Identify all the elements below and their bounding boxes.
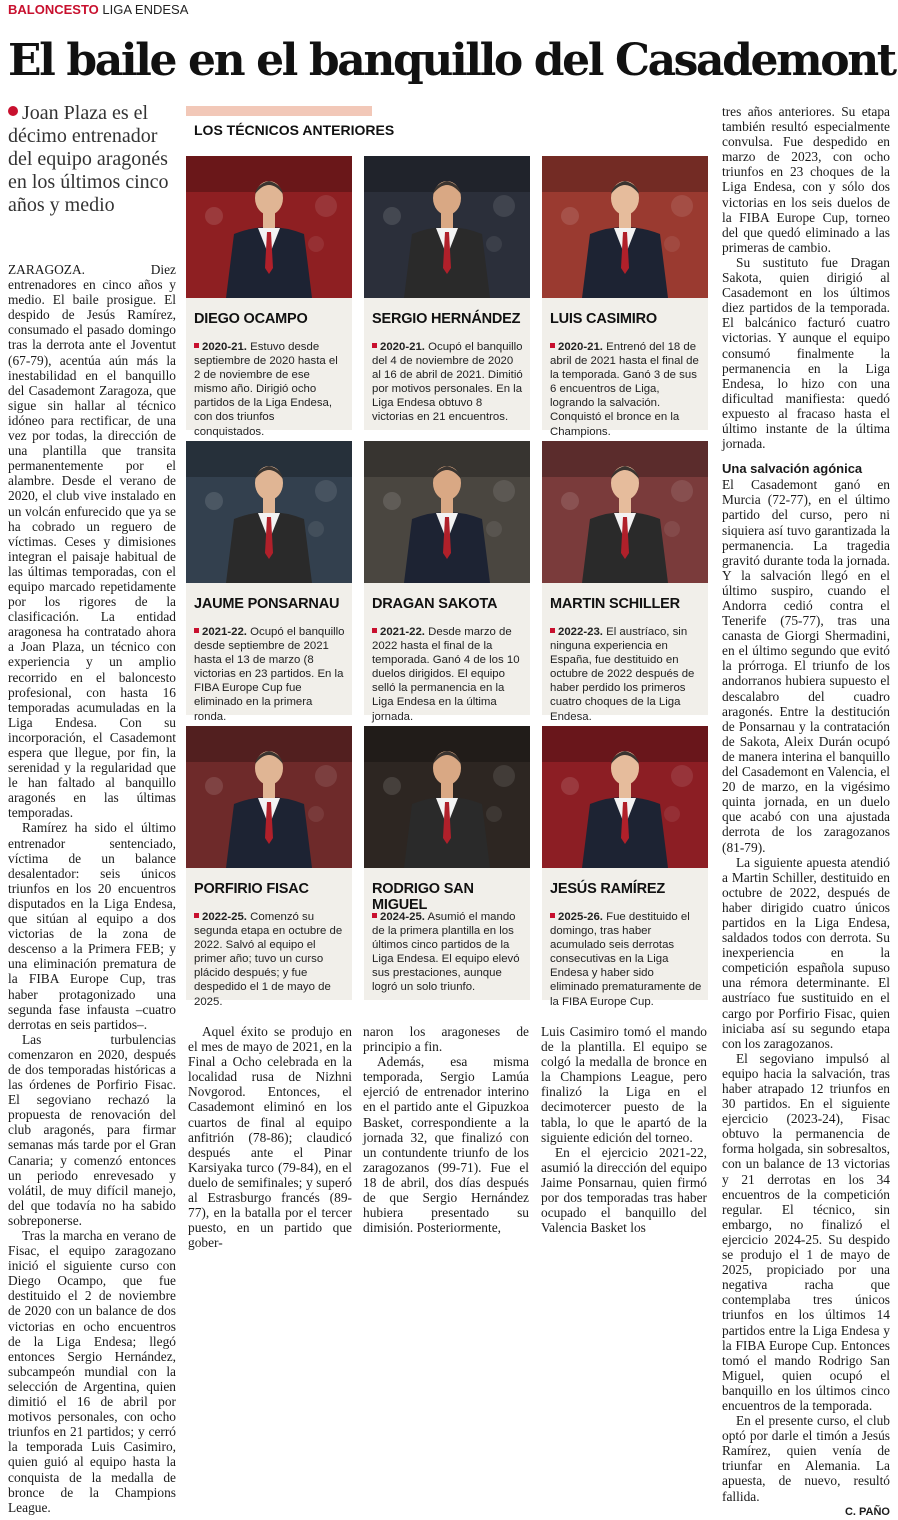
coach-photo-image [186, 726, 352, 868]
coach-name: PORFIRIO FISAC [194, 881, 309, 897]
coach-card [186, 441, 352, 723]
subheading: Una salvación agónica [722, 461, 863, 477]
red-square-icon [194, 343, 199, 348]
coach-photo-image [364, 441, 530, 583]
paragraph: En el presente curso, el club optó por darle el timón a Jesús Ramírez, quien venía de triunfar en Alemania. La apuesta, de nuevo, resultó fallida. [722, 1413, 890, 1504]
red-square-icon [550, 628, 555, 633]
coach-description [550, 625, 702, 724]
coach-photo [186, 726, 352, 868]
red-square-icon [194, 913, 199, 918]
coach-season: 2022-25. [202, 911, 247, 923]
article-column-4 [541, 1024, 707, 1235]
byline: C. PAÑO [844, 1505, 890, 1518]
subhead [8, 102, 178, 217]
box-accent-bar [186, 106, 372, 116]
coach-photo-image [542, 726, 708, 868]
paragraph: El Casademont ganó en Murcia (72-77), en el último partido del curso, pero ni siquiera así tuvo garantizada la permanencia. La tragedia gravitó durante toda la jornada. Y la salvación llegó en el último suspiro, cuando el Andorra cedió contra el Tenerife (75-77), tras una canasta de Giorgi Shermadini, en el último segundo que evitó la prórroga. El triunfo de los andorranos hubiera supuesto el descalabro del cuadro aragonés. Entre la destitución de Ponsarnau y la contratación de Sakota, Aleix Durán ocupó de manera interina el banquillo del Casademont en Valencia, el 20 de marzo, en la vigésimo quinta jornada, en un duelo que acabó con una ajustada derrota de los zaragozanos (81-79). [722, 477, 890, 855]
subhead-text: Joan Plaza es el décimo entrenador del equipo aragonés en los últimos cinco años y medio [8, 102, 169, 216]
coach-card [542, 441, 708, 723]
article-column-5 [722, 104, 890, 1520]
coach-photo-image [542, 441, 708, 583]
coach-photo [364, 156, 530, 298]
coach-text: Desde marzo de 2022 hasta el final de la temporada. Ganó 4 de los 10 duelos dirigidos. El equipo selló la permanencia en la Liga Endesa en la última jornada. [372, 626, 520, 723]
box-title: LOS TÉCNICOS ANTERIORES [194, 122, 395, 138]
red-square-icon [550, 913, 555, 918]
coach-photo [186, 156, 352, 298]
coach-text: Ocupó el banquillo del 4 de noviembre de 2020 al 16 de abril de 2021. Dimitió por motivos personales. En la Liga Endesa obtuvo 8 victorias en 21 encuentros. [372, 341, 523, 424]
coach-season: 2024-25. [380, 911, 425, 923]
paragraph: Tras la marcha en verano de Fisac, el equipo zaragozano inició el siguiente curso con Diego Ocampo, que fue destituido el 2 de noviembre de 2020 con un balance de dos victorias en ocho encuentros de la Liga Endesa; llegó entonces Sergio Hernández, subcampeón mundial con la selección de Argentina, quien dimitió el 16 de abril por motivos personales, con ocho triunfos en 21 partidos; y cerró la temporada Luis Casimiro, quien guió al equipo hasta la conquista de la medalla de bronce de la Champions League. [8, 1228, 176, 1515]
coach-card [186, 726, 352, 1008]
coach-season: 2025-26. [558, 911, 603, 923]
coach-card [186, 156, 352, 438]
coach-card [364, 441, 530, 723]
coach-description [372, 625, 524, 724]
coach-name: DIEGO OCAMPO [194, 311, 308, 327]
coach-name: DRAGAN SAKOTA [372, 596, 498, 612]
coach-description [194, 625, 346, 724]
headline: El baile en el banquillo del Casademont [8, 35, 895, 86]
coach-description [194, 910, 346, 1009]
coach-text: Fue destituido el domingo, tras haber acumulado seis derrotas consecutivas en la Liga Endesa y haber sido eliminado prematuramente de la FIBA Europe Cup. [550, 911, 702, 1008]
paragraph: naron los aragoneses de principio a fin. [363, 1024, 529, 1055]
coach-photo [364, 441, 530, 583]
coach-season: 2020-21. [380, 341, 425, 353]
coach-name: LUIS CASIMIRO [550, 311, 657, 327]
coach-name: JAUME PONSARNAU [194, 596, 340, 612]
coach-text: El austríaco, sin ninguna experiencia en España, fue destituido en octubre de 2022 después de haber perdido los primeros cuatro choques de la Liga Endesa. [550, 626, 695, 723]
article-column-3 [363, 1024, 529, 1235]
coach-name: SERGIO HERNÁNDEZ [372, 311, 521, 327]
coach-description [550, 340, 702, 439]
paragraph: ZARAGOZA. Diez entrenadores en cinco años y medio. El baile prosigue. El despido de Jesús Ramírez, consumado el pasado domingo tras la derrota ante el Joventut (67-79), acentúa aún más la inestabilidad en el banquillo del Casademont Zaragoza, que sigue sin hallar al técnico idóneo para rectificar, de una vez por todas, la dirección de una plantilla que transita permanentemente por el alambre. Desde el verano de 2020, el club vive instalado en un volcán enfurecido que ya se ha cobrado un reguero de víctimas. Ceses y dimisiones integran el paisaje habitual de las últimas temporadas, con el equipo marcado repetidamente por los rigores de la clasificación. La entidad aragonesa ha contratado ahora a Joan Plaza, un técnico con experiencia y un amplio recorrido en el baloncesto profesional, con hasta 16 temporadas acumuladas en la Liga Endesa. Con su incorporación, el Casademont espera que llegue, por fin, la serenidad y la regularidad que le han faltado al banquillo aragonés en las últimas temporadas. [8, 262, 176, 821]
coach-photo-image [186, 441, 352, 583]
paragraph: El segoviano impulsó al equipo hacia la salvación, tras haber atrapado 12 triunfos en 30 partidos. En el siguiente ejercicio (2023-24), Fisac obtuvo la permanencia de forma holgada, sin sobresaltos, con un balance de 13 victorias y 21 derrotas en los 34 encuentros de la competición regular. El técnico, sin embargo, no finalizó el ejercicio 2024-25. Su despido se produjo el 1 de mayo de 2025, propiciado por una negativa racha que contemplaba tres únicos triunfos en los últimos 14 partidos entre la Liga Endesa y la FIBA Europe Cup. Entonces tomó el mando Rodrigo San Miguel, quien ocupó el banquillo en los últimos cinco encuentros de la temporada. [722, 1050, 890, 1413]
section-category: BALONCESTO [8, 2, 99, 17]
coach-photo [364, 726, 530, 868]
red-square-icon [372, 913, 377, 918]
coach-season: 2021-22. [202, 626, 247, 638]
coach-card [542, 156, 708, 438]
paragraph: La siguiente apuesta atendió a Martin Schiller, destituido en octubre de 2022, después de haber dirigido cuatro únicos partidos en la Liga Endesa, saldados todos con derrota. Su inexperiencia en la competición española supuso una rémora determinante. El austríaco fue sustituido en el cargo por Porfirio Fisac, quien iniciaba así su segundo etapa con los zaragozanos. [722, 854, 890, 1051]
article-column-2 [188, 1024, 352, 1250]
coach-photo [542, 441, 708, 583]
coach-text: Ocupó el banquillo desde septiembre de 2021 hasta el 13 de marzo (8 victorias en 23 partidos. En la FIBA Europe Cup fue eliminado en la primera ronda. [194, 626, 345, 723]
coach-photo-image [542, 156, 708, 298]
coach-photo-image [364, 726, 530, 868]
coach-season: 2020-21. [202, 341, 247, 353]
coach-text: Estuvo desde septiembre de 2020 hasta el 2 de noviembre de ese mismo año. Dirigió ocho partidos de la Liga Endesa, con dos triunfos conquistados. [194, 341, 338, 438]
coach-photo [186, 441, 352, 583]
coach-name: JESÚS RAMÍREZ [550, 881, 666, 897]
coach-photo [542, 156, 708, 298]
coach-description [372, 340, 524, 425]
coach-card [364, 156, 530, 430]
section-tag [8, 2, 188, 17]
coach-text: Asumió el mando de la primera plantilla en los últimos cinco partidos de la Liga Endesa. El equipo elevó sus prestaciones, aunque logró un solo triunfo. [372, 911, 520, 994]
coach-season: 2022-23. [558, 626, 603, 638]
coach-name: MARTIN SCHILLER [550, 596, 680, 612]
coach-season: 2020-21. [558, 341, 603, 353]
coach-text: Comenzó su segunda etapa en octubre de 2022. Salvó al equipo el primer año; tuvo un curso plácido después; y fue despedido el 1 de mayo de 2025. [194, 911, 343, 1008]
red-bullet-icon [8, 106, 18, 116]
paragraph: Luis Casimiro tomó el mando de la plantilla. El equipo se colgó la medalla de bronce en la Champions League, pero finalizó la Liga en el decimotercer puesto de la tabla, lo que le apartó de la siguiente edición del torneo. [541, 1024, 707, 1145]
paragraph: En el ejercicio 2021-22, asumió la dirección del equipo Jaime Ponsarnau, quien firmó por dos temporadas tras haber ocupado el banquillo del Valencia Basket los [541, 1144, 707, 1236]
coach-card [364, 726, 530, 1000]
paragraph: Ramírez ha sido el último entrenador sentenciado, víctima de un balance desalentador: seis únicos triunfos en los 20 encuentros disputados en la Liga Endesa, que sitúan al equipo a dos victorias de la zona de descenso a la Primera FEB; y una eliminación prematura de la FIBA Europe Cup, tras haber protagonizado una segunda fase infausta –cuatro derrotas en seis partidos–. [8, 820, 176, 1032]
section-league: LIGA ENDESA [102, 2, 189, 17]
coach-photo-image [364, 156, 530, 298]
coach-photo-image [186, 156, 352, 298]
coach-text: Entrenó del 18 de abril de 2021 hasta el final de la temporada. Ganó 3 de sus 6 encuentros de Liga, logrando la salvación. Conquistó el bronce en la Champions. [550, 341, 699, 438]
coach-card [542, 726, 708, 1008]
paragraph: Las turbulencias comenzaron en 2020, después de dos temporadas históricas a las órdenes de Porfirio Fisac. El segoviano rechazó la propuesta de renovación del club aragonés, para firmar semanas más tarde por el Gran Canaria; y comenzó entonces un periodo enrevesado y volátil, de muy difícil manejo, del que todavía no ha sabido sobreponerse. [8, 1031, 176, 1228]
paragraph: tres años anteriores. Su etapa también resultó especialmente convulsa. Fue despedido en marzo de 2023, con ocho triunfos en 23 choques de la Liga Endesa, con y sólo dos victorias en los seis duelos de la FIBA Europe Cup, torneo del que quedó eliminado a las primeras de cambio. [722, 104, 890, 255]
coach-season: 2021-22. [380, 626, 425, 638]
paragraph: Aquel éxito se produjo en el mes de mayo de 2021, en la Final a Ocho celebrada en la localidad rusa de Nizhni Novgorod. Entonces, el Casademont eliminó en los cuartos de final al equipo anfitrión (78-86); claudicó después ante el Pinar Karsiyaka turco (79-84), en el duelo de semifinales; y superó al Estrasburgo francés (89-77), en la batalla por el tercer puesto, en un partido que gober- [188, 1024, 352, 1251]
coach-description [194, 340, 346, 439]
paragraph: Además, esa misma temporada, Sergio Lamúa ejerció de entrenador interino en el partido ante el Gipuzkoa Basket, correspondiente a la jornada 32, que finalizó con un contundente triunfo de los zaragozanos (99-71). Fue el 18 de abril, dos días después de que Sergio Hernández hubiera presentado su dimisión. Posteriormente, [363, 1054, 529, 1236]
red-square-icon [372, 628, 377, 633]
coach-description [372, 910, 524, 995]
red-square-icon [194, 628, 199, 633]
coach-name: RODRIGO SAN MIGUEL [372, 881, 474, 913]
red-square-icon [372, 343, 377, 348]
coach-description [550, 910, 702, 1009]
coach-photo [542, 726, 708, 868]
red-square-icon [550, 343, 555, 348]
article-column-1 [8, 262, 176, 1515]
paragraph: Su sustituto fue Dragan Sakota, quien dirigió al Casademont en los últimos diez partidos de la temporada. El balcánico facturó cuatro victorias. Y aunque el equipo consumó finalmente la permanencia en la Liga Endesa, lo hizo con una dificultad manifiesta: quedó expuesto al fracaso hasta el último instante de la última jornada. [722, 254, 890, 452]
